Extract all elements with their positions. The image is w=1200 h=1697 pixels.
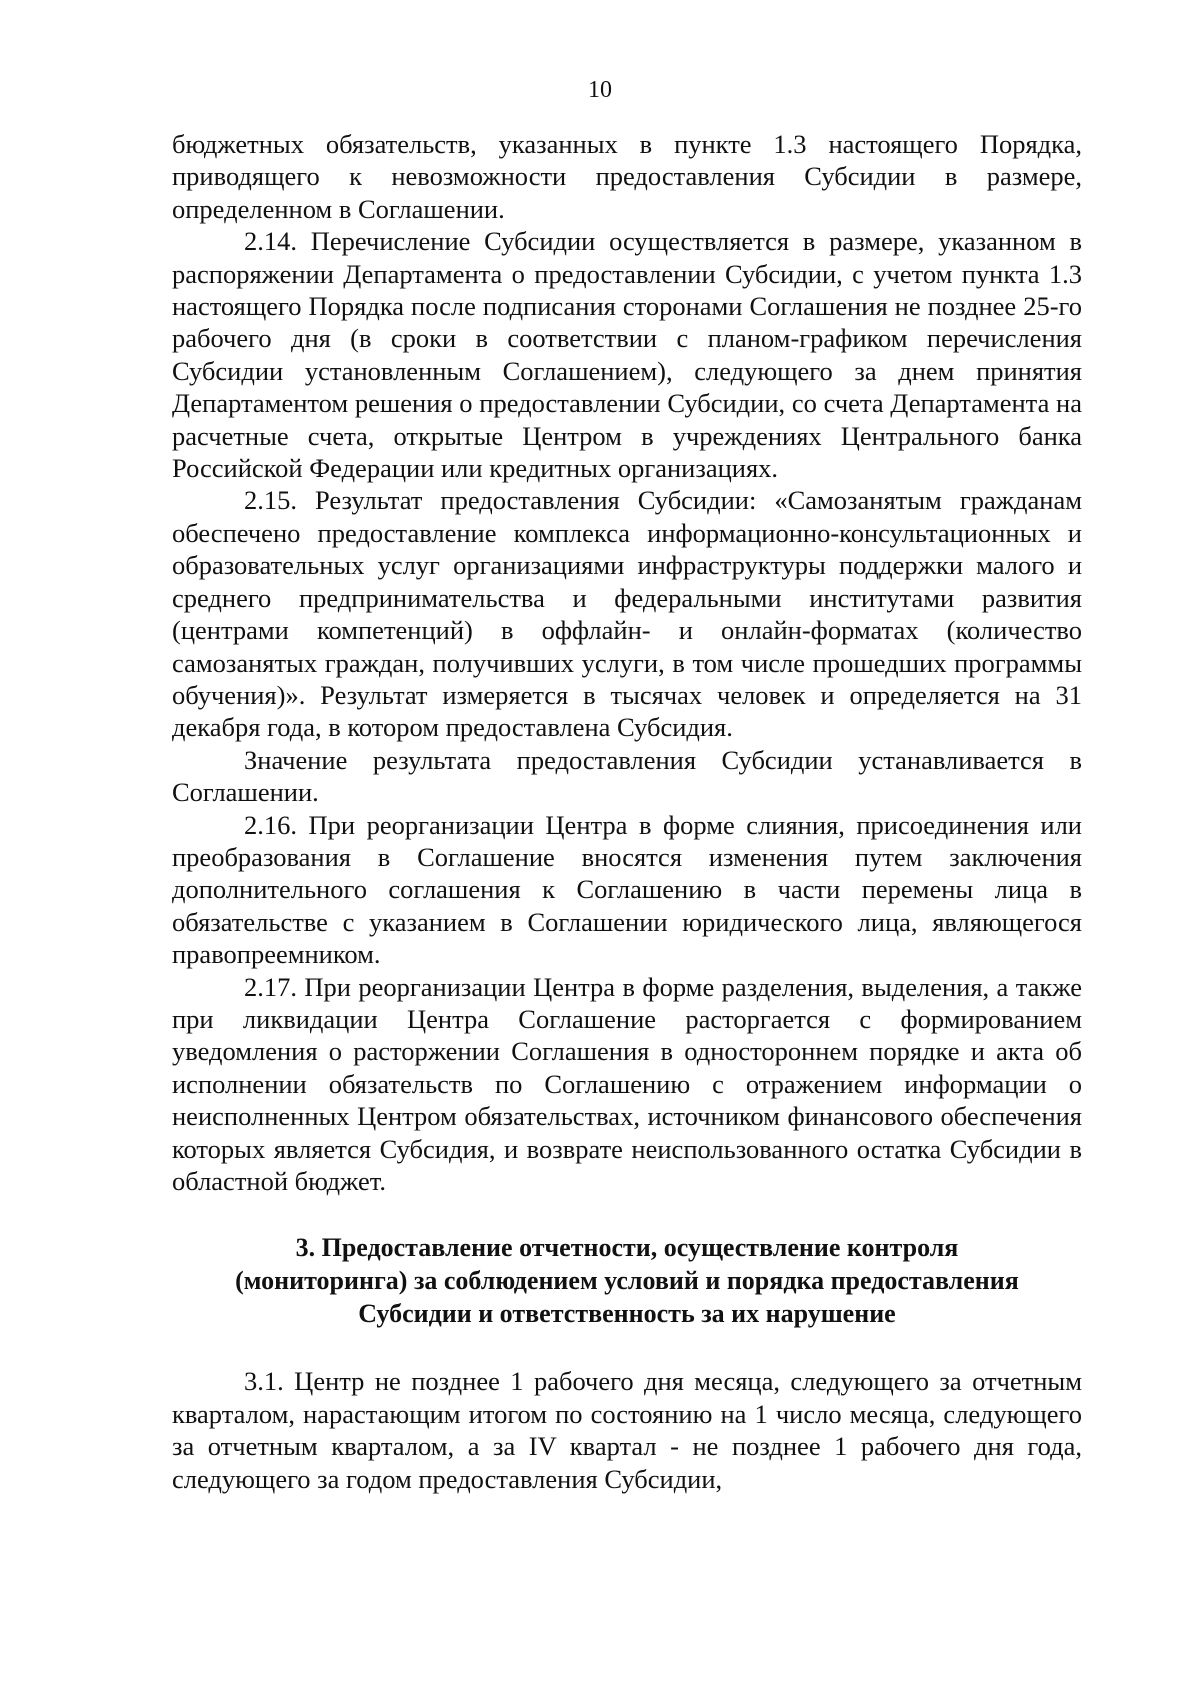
- paragraph-2-14: 2.14. Перечисление Субсидии осуществляется в размере, указанном в распоряжении Департамента о предоставлении Субсидии, с учетом пункта 1.3 настоящего Порядка после подписания сторонами Соглашения не позднее 25-го рабочего дня (в сроки в соответствии с планом-графиком перечисления Субсидии установленным Соглашением), следующего за днем принятия Департаментом решения о предоставлении Субсидии, со счета Департамента на расчетные счета, открытые Центром в учреждениях Центрального банка Российской Федерации или кредитных организациях.: [172, 226, 1082, 484]
- page-number: 10: [588, 77, 612, 103]
- section-heading-line-1: 3. Предоставление отчетности, осуществление контроля: [295, 1233, 959, 1263]
- paragraph-2-16: 2.16. При реорганизации Центра в форме слияния, присоединения или преобразования в Соглашение вносятся изменения путем заключения дополнительного соглашения к Соглашению в части перемены лица в обязательстве с указанием в Соглашении юридического лица, являющегося правопреемником.: [172, 809, 1082, 970]
- paragraph-2-15: 2.15. Результат предоставления Субсидии: «Самозанятым гражданам обеспечено предоставление комплекса информационно-консультационных и образовательных услуг организациями инфраструктуры поддержки малого и среднего предпринимательства и федеральными институтами развития (центрами компетенций) в оффлайн- и онлайн-форматах (количество самозанятых граждан, получивших услуги, в том числе прошедших программы обучения)». Результат измеряется в тысячах человек и определяется на 31 декабря года, в котором предоставлена Субсидия.: [172, 485, 1082, 743]
- section-heading-line-2: (мониторинга) за соблюдением условий и порядка предоставления: [235, 1266, 1019, 1296]
- paragraph-result-value: Значение результата предоставления Субсидии устанавливается в Соглашении.: [172, 744, 1082, 808]
- paragraph-continuation: бюджетных обязательств, указанных в пункте 1.3 настоящего Порядка, приводящего к невозможности предоставления Субсидии в размере, определенном в Соглашении.: [172, 129, 1082, 224]
- paragraph-2-17: 2.17. При реорганизации Центра в форме разделения, выделения, а также при ликвидации Центра Соглашение расторгается с формированием уведомления о расторжении Соглашения в одностороннем порядке и акта об исполнении обязательств по Соглашению с отражением информации о неисполненных Центром обязательствах, источником финансового обеспечения которых является Субсидия, и возврате неиспользованного остатка Субсидии в областной бюджет.: [172, 971, 1082, 1196]
- section-3-heading: [172, 1231, 1082, 1330]
- section-heading-line-3: Субсидии и ответственность за их нарушение: [358, 1299, 896, 1329]
- document-body: [172, 128, 1082, 1495]
- paragraph-3-1: 3.1. Центр не позднее 1 рабочего дня месяца, следующего за отчетным кварталом, нарастающим итогом по состоянию на 1 число месяца, следующего за отчетным кварталом, а за IV квартал - не позднее 1 рабочего дня года, следующего за годом предоставления Субсидии,: [172, 1366, 1082, 1494]
